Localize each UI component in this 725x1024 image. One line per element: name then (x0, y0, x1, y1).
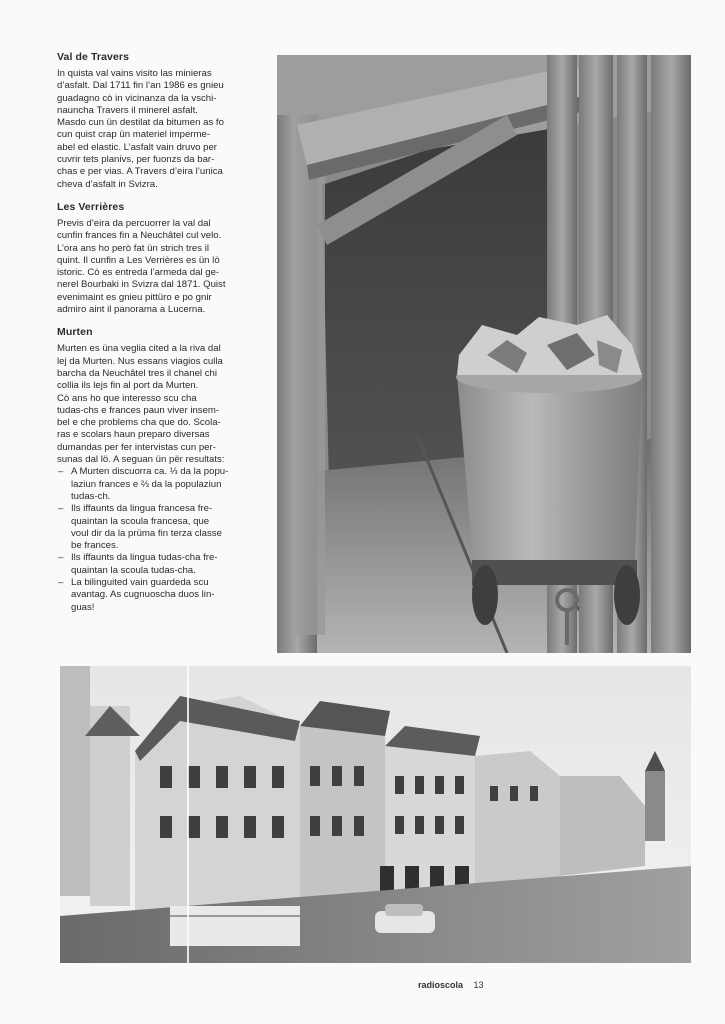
text-line: guas! (71, 601, 95, 613)
text-line: Ils iffaunts da lingua tudas-cha fre- (71, 552, 218, 564)
text-line: cuvrir tets planivs, per fuonzs da bar- (57, 154, 215, 166)
text-line: tudas-chs e frances paun viver insem- (57, 404, 220, 416)
text-line: In quista val vains visito las minieras (57, 68, 212, 79)
list-item (57, 466, 267, 503)
text-line: lej da Murten. Nus essans viagios culla (57, 355, 223, 367)
text-line: nerel Bourbaki in Svizra dal 1871. Quist (57, 279, 226, 291)
text-line: Murten es üna veglia cited a la riva dal (57, 343, 221, 355)
text-line: quaintan la scoula francesa, que (71, 515, 210, 527)
text-column (57, 51, 267, 624)
list-item (57, 503, 267, 552)
section-les-verrieres (57, 201, 267, 316)
section-body (57, 218, 267, 316)
text-line: Cò ans ho que interesso scu cha (57, 392, 197, 404)
text-line: dumandas per fer intervistas cun per- (57, 441, 216, 453)
text-line: cunfin frances fin a Neuchâtel cul velo. (57, 230, 222, 242)
text-line: istoric. Cò es entreda l’armeda dal ge- (57, 267, 220, 279)
text-line: abel ed elastic. L’asfalt vain druvo per (57, 141, 217, 153)
section-body (57, 68, 267, 191)
text-line: barcha da Neuchâtel tres il chanel chi (57, 367, 217, 379)
text-line: L’ora ans ho però fat ün strich tres il (57, 242, 209, 254)
list-item (57, 577, 267, 614)
text-line: quint. Il cunfin a Les Verrières es ün lö (57, 254, 220, 266)
murten-street-illustration (60, 666, 691, 963)
text-line: A Murten discuorra ca. ⅓ da la popu- (71, 466, 229, 478)
text-line: Masdo cun ün destilat da bitumen as fo (57, 117, 224, 129)
text-line: be frances. (71, 540, 119, 552)
text-line: admiro aint il panorama a Lucerna. (57, 304, 206, 316)
text-line: Ils iffaunts da lingua francesa fre- (71, 503, 213, 515)
text-line: tudas-ch. (71, 490, 111, 502)
section-title: Val de Travers (57, 51, 130, 63)
text-line: cheva d’asfalt in Svizra. (57, 178, 158, 190)
section-title: Murten (57, 326, 93, 339)
text-line: voul dir da la prüma fin terza classe (71, 527, 222, 539)
mine-cart-illustration (277, 55, 691, 653)
section-title: Les Verrières (57, 200, 125, 213)
text-line: avantag. As cugnuoscha duos lin- (71, 589, 215, 601)
text-line: bel e che problems cha que do. Scola- (57, 417, 221, 429)
section-val-de-travers (57, 51, 267, 191)
text-line: naunchа Travers il minerel asfalt. (57, 104, 198, 116)
text-line: evenimaint es gnieu pittüro e po gnir (57, 291, 212, 303)
murten-street-photo (60, 666, 691, 963)
text-line: laziun frances e ⅔ da la populaziun (71, 478, 222, 490)
section-body (57, 343, 267, 466)
mine-cart-photo (277, 55, 691, 653)
text-line: sunas dal lö. A seguan ün për resultats: (57, 454, 225, 466)
page-number: 13 (473, 980, 484, 990)
text-line: guadagno cò in vicinanza da la vschi- (57, 92, 217, 104)
list-item (57, 552, 267, 577)
section-murten (57, 326, 267, 614)
text-line: quaintan la scoula tudas-cha. (71, 564, 196, 576)
text-line: cun quist crap ün materiel imperme- (57, 129, 211, 141)
text-line: ras e scolars haun preparo diversas (57, 429, 210, 441)
text-line: collia ils lejs fin al port da Murten. (57, 380, 199, 392)
text-line: Previs d’eira da percuorrer la val dal (57, 217, 211, 229)
text-line: La bilinguited vain guardeda scu (71, 576, 209, 588)
publication-name: radioscola (418, 980, 464, 990)
text-line: d’asfalt. Dal 1711 fin l’an 1986 es gnieu (57, 80, 224, 92)
results-list (57, 466, 267, 614)
text-line: chas e per vias. A Travers d’eira l’unica (57, 166, 223, 178)
page-footer (418, 980, 484, 990)
